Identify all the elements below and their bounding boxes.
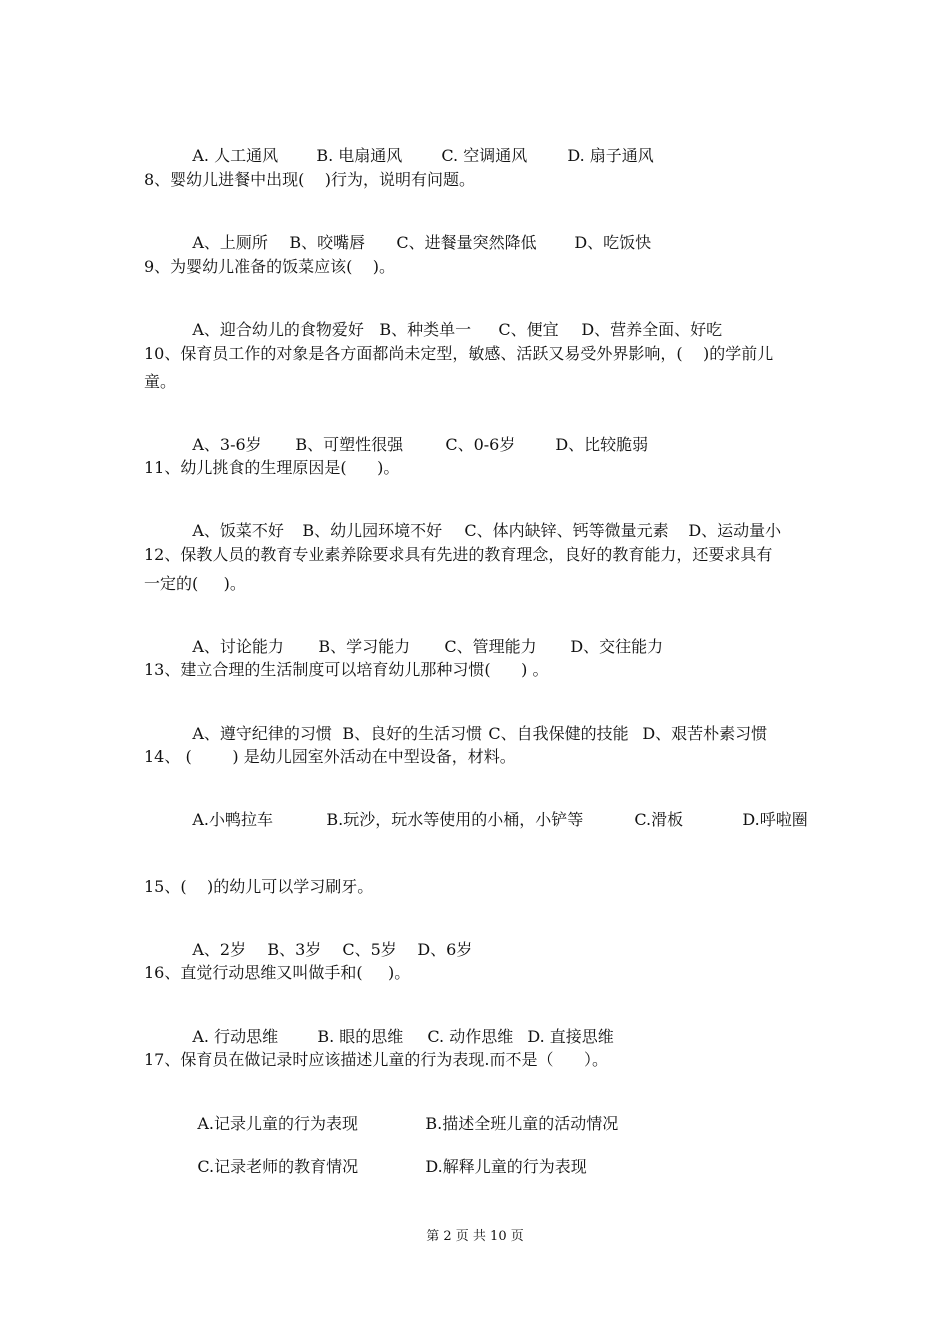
- q11-option-b: B、幼儿园环境不好: [302, 521, 443, 540]
- q8-option-d: D、吃饭快: [574, 233, 652, 252]
- q10-option-b: B、可塑性很强: [295, 435, 404, 454]
- q8-option-b: B、咬嘴唇: [289, 233, 366, 252]
- question-10-line-2: 童。: [144, 372, 177, 391]
- q10-option-d: D、比较脆弱: [555, 435, 649, 454]
- q17-option-b: B.描述全班儿童的活动情况: [425, 1114, 619, 1133]
- q7-option-d: D. 扇子通风: [567, 146, 654, 165]
- question-17: 17、保育员在做记录时应该描述儿童的行为表现.而不是（ ）。: [144, 1050, 608, 1069]
- q14-option-b: B.玩沙，玩水等使用的小桶，小铲等: [326, 810, 584, 829]
- q12-option-b: B、学习能力: [318, 637, 411, 656]
- q15-option-d: D、6岁: [417, 940, 473, 959]
- q16-option-b: B. 眼的思维: [317, 1027, 404, 1046]
- q9-option-a: A、迎合幼儿的食物爱好: [192, 320, 364, 339]
- q8-option-a: A、上厕所: [192, 233, 268, 252]
- q17-option-d: D.解释儿童的行为表现: [425, 1157, 587, 1176]
- question-12-line-2: 一定的( )。: [144, 574, 246, 593]
- q13-option-b: B、良好的生活习惯: [342, 724, 483, 743]
- q17-option-a: A.记录儿童的行为表现: [197, 1114, 358, 1133]
- q10-option-c: C、0-6岁: [445, 435, 516, 454]
- q16-option-c: C. 动作思维: [427, 1027, 514, 1046]
- question-13: 13、建立合理的生活制度可以培育幼儿那种习惯( ) 。: [144, 660, 549, 679]
- q14-option-c: C.滑板: [634, 810, 684, 829]
- q15-option-b: B、3岁: [267, 940, 322, 959]
- question-16: 16、直觉行动思维又叫做手和( )。: [144, 963, 411, 982]
- q9-option-c: C、便宜: [498, 320, 559, 339]
- q17-options-row-2: [177, 1137, 587, 1197]
- q7-option-c: C. 空调通风: [441, 146, 528, 165]
- q8-option-c: C、进餐量突然降低: [396, 233, 537, 252]
- page-footer: 第 2 页 共 10 页: [426, 1229, 524, 1244]
- q17-option-c: C.记录老师的教育情况: [197, 1157, 359, 1176]
- question-14: 14、 ( ) 是幼儿园室外活动在中型设备，材料。: [144, 747, 516, 766]
- question-15: 15、( )的幼儿可以学习刷牙。: [144, 877, 374, 896]
- q7-option-a: A. 人工通风: [192, 146, 279, 165]
- q9-option-b: B、种类单一: [379, 320, 472, 339]
- q12-option-d: D、交往能力: [570, 637, 664, 656]
- q15-option-a: A、2岁: [192, 940, 247, 959]
- q13-option-d: D、艰苦朴素习惯: [642, 724, 768, 743]
- q13-option-c: C、自我保健的技能: [488, 724, 629, 743]
- q7-option-b: B. 电扇通风: [316, 146, 403, 165]
- q9-option-d: D、营养全面、好吃: [581, 320, 723, 339]
- q14-option-d: D.呼啦圈: [742, 810, 808, 829]
- question-9: 9、为婴幼儿准备的饭菜应该( )。: [144, 257, 396, 276]
- q12-option-a: A、讨论能力: [192, 637, 284, 656]
- q16-option-d: D. 直接思维: [527, 1027, 614, 1046]
- q11-option-a: A、饭菜不好: [192, 521, 284, 540]
- q14-option-a: A.小鸭拉车: [192, 810, 273, 829]
- q16-option-a: A. 行动思维: [192, 1027, 279, 1046]
- question-12-line-1: 12、保教人员的教育专业素养除要求具有先进的教育理念，良好的教育能力，还要求具有: [144, 545, 773, 564]
- question-8: 8、婴幼儿进餐中出现( )行为，说明有问题。: [144, 170, 476, 189]
- question-10-line-1: 10、保育员工作的对象是各方面都尚未定型，敏感、活跃又易受外界影响，( )的学前儿: [144, 344, 774, 363]
- q14-options: [172, 790, 808, 850]
- q13-option-a: A、遵守纪律的习惯: [192, 724, 332, 743]
- q15-option-c: C、5岁: [342, 940, 397, 959]
- q11-option-c: C、体内缺锌、钙等微量元素: [464, 521, 669, 540]
- question-11: 11、幼儿挑食的生理原因是( )。: [144, 458, 400, 477]
- q11-option-d: D、运动量小: [688, 521, 782, 540]
- q10-option-a: A、3-6岁: [192, 435, 262, 454]
- q12-option-c: C、管理能力: [444, 637, 537, 656]
